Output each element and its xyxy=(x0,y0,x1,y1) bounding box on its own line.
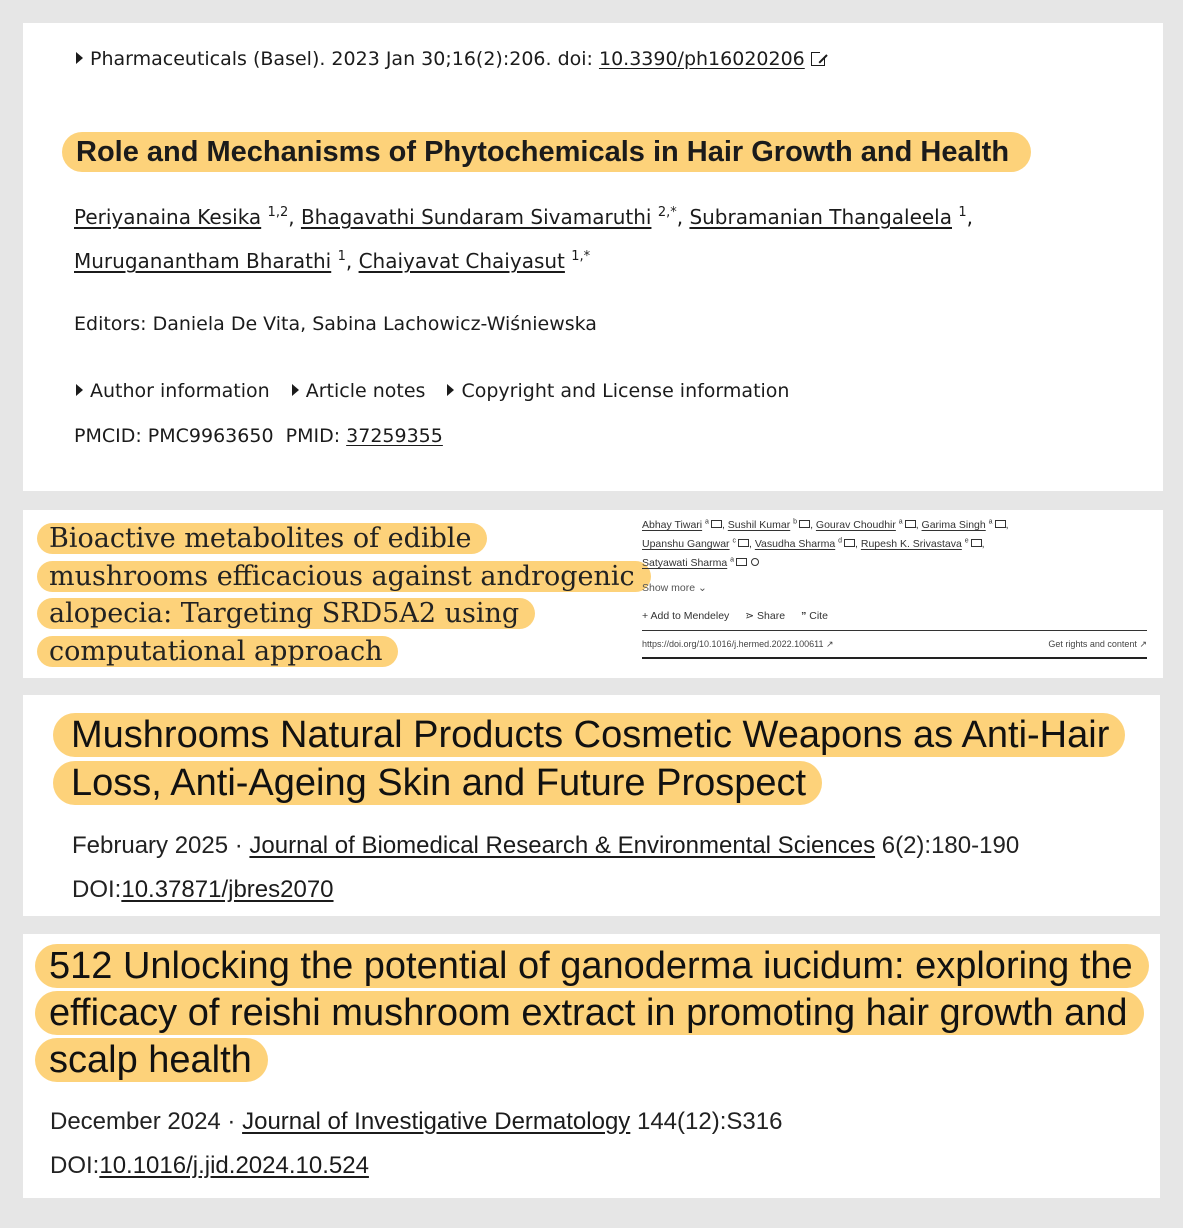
mail-icon[interactable] xyxy=(971,539,982,547)
volume-pages: 6(2):180-190 xyxy=(881,832,1020,859)
article-title: Mushrooms Natural Products Cosmetic Weapons as Anti-Hair Loss, Anti-Ageing Skin and Future Prospect xyxy=(53,711,1153,807)
editors-line: Editors: Daniela De Vita, Sabina Lachowicz-Wiśniewska xyxy=(74,313,597,335)
author-link[interactable]: Bhagavathi Sundaram Sivamaruthi xyxy=(300,205,652,229)
action-bar xyxy=(642,610,1147,622)
author-link[interactable]: Satyawati Sharma xyxy=(642,557,728,569)
author-link[interactable]: Upanshu Gangwar xyxy=(642,538,730,550)
journal-link[interactable]: Journal of Biomedical Research & Environmental Sciences xyxy=(249,832,876,859)
share-icon: ⋗ xyxy=(745,610,755,622)
author-link[interactable]: Rupesh K. Srivastava xyxy=(860,538,962,550)
article-meta-panel xyxy=(642,516,1147,659)
author-link[interactable]: Subramanian Thangaleela xyxy=(689,205,952,229)
mail-icon[interactable] xyxy=(844,539,855,547)
arrow-icon: ↗ xyxy=(825,639,834,649)
journal-citation[interactable]: Pharmaceuticals (Basel). 2023 Jan 30;16(2):206. doi: 10.3390/ph16020206 xyxy=(76,48,825,70)
author-link[interactable]: Garima Singh xyxy=(921,519,986,531)
author-link[interactable]: Gourav Choudhir xyxy=(815,519,896,531)
quote-icon: ” xyxy=(801,610,807,622)
show-more-button[interactable]: Show more ⌄ xyxy=(642,582,707,594)
volume-pages: 144(12):S316 xyxy=(636,1108,783,1135)
plus-icon: + xyxy=(642,610,649,622)
article-meta: December 2024 · Journal of Investigative Dermatology 144(12):S316 DOI:10.1016/j.jid.2024.10.524 xyxy=(50,1108,783,1179)
mail-icon[interactable] xyxy=(905,520,916,528)
doi-link[interactable]: 10.1016/j.jid.2024.10.524 xyxy=(99,1152,369,1179)
rights-link[interactable]: Get rights and content ↗ xyxy=(1048,639,1147,649)
author-link[interactable]: Muruganantham Bharathi xyxy=(74,249,332,273)
chevron-down-icon: ⌄ xyxy=(698,582,707,594)
researchgate-article-card xyxy=(23,695,1160,916)
author-list: Periyanaina Kesika $^{1,2}$, Bhagavathi Sundaram Sivamaruthi $^{2,*}$, Subramanian Thangaleela $^1$, Muruganantham Bharathi $^1$, Chaiyavat Chaiyasut $^{1,*}$ xyxy=(74,205,973,273)
expand-triangle-icon xyxy=(76,384,83,396)
publication-date: December 2024 xyxy=(50,1108,221,1135)
journal-link[interactable]: Journal of Investigative Dermatology xyxy=(242,1108,631,1135)
mail-icon[interactable] xyxy=(799,520,810,528)
person-icon[interactable] xyxy=(751,558,759,566)
arrow-icon: ↗ xyxy=(1139,639,1147,649)
article-title: 512 Unlocking the potential of ganoderma iucidum: exploring the efficacy of reishi mushroom extract in promoting hair growth and scalp health xyxy=(35,943,1155,1084)
doi-link[interactable]: 10.37871/jbres2070 xyxy=(121,876,334,903)
researchgate-article-card xyxy=(23,934,1160,1198)
doi-link[interactable]: https://doi.org/10.1016/j.hermed.2022.100611 ↗ xyxy=(642,639,834,649)
sciencedirect-article-card xyxy=(23,510,1163,678)
expand-triangle-icon xyxy=(447,384,454,396)
article-meta: February 2025 · Journal of Biomedical Research & Environmental Sciences 6(2):180-190 DOI:10.37871/jbres2070 xyxy=(72,832,1020,903)
expand-triangle-icon xyxy=(292,384,299,396)
article-ids: PMCID: PMC9963650 PMID: 37259355 xyxy=(74,425,443,447)
author-link[interactable]: Sushil Kumar xyxy=(727,519,791,531)
article-title: Bioactive metabolites of edible mushrooms efficacious against androgenic alopecia: Targeting SRD5A2 using computational approach xyxy=(37,520,637,670)
author-link[interactable]: Chaiyavat Chaiyasut xyxy=(358,249,565,273)
info-toggles xyxy=(76,380,805,402)
pmid-link[interactable]: 37259355 xyxy=(346,425,443,447)
mail-icon[interactable] xyxy=(711,520,722,528)
share-button[interactable]: ⋗ Share xyxy=(745,610,786,622)
article-title: Role and Mechanisms of Phytochemicals in Hair Growth and Health xyxy=(62,130,1031,174)
author-link[interactable]: Periyanaina Kesika xyxy=(74,205,262,229)
mail-icon[interactable] xyxy=(995,520,1006,528)
author-link[interactable]: Vasudha Sharma xyxy=(754,538,836,550)
expand-triangle-icon[interactable] xyxy=(76,52,83,64)
mail-icon[interactable] xyxy=(736,558,747,566)
add-to-mendeley-button[interactable]: + Add to Mendeley xyxy=(642,610,730,622)
doi-link[interactable]: 10.3390/ph16020206 xyxy=(598,48,805,70)
pmcid: PMCID: PMC9963650 xyxy=(74,425,274,447)
toggle-copyright[interactable]: Copyright and License information xyxy=(447,380,789,402)
doi-row xyxy=(642,639,1147,650)
cite-button[interactable]: ” Cite xyxy=(801,610,828,622)
toggle-author-information[interactable]: Author information xyxy=(76,380,270,402)
mail-icon[interactable] xyxy=(738,539,749,547)
divider xyxy=(642,630,1147,631)
external-link-icon[interactable] xyxy=(811,52,825,66)
toggle-article-notes[interactable]: Article notes xyxy=(292,380,426,402)
divider xyxy=(642,657,1147,659)
pmc-article-card xyxy=(23,23,1163,491)
author-list: Abhay Tiwari $^a$ , Sushil Kumar $^b$ , Gourav Choudhir $^a$ , Garima Singh $^a$ , Upanshu Gangwar $^c$ , Vasudha Sharma $^d$ , Rupesh K. Srivastava $^e$ , Satyawati Sharma $^a$ xyxy=(642,518,1009,569)
publication-date: February 2025 xyxy=(72,832,229,859)
author-link[interactable]: Abhay Tiwari xyxy=(642,519,703,531)
